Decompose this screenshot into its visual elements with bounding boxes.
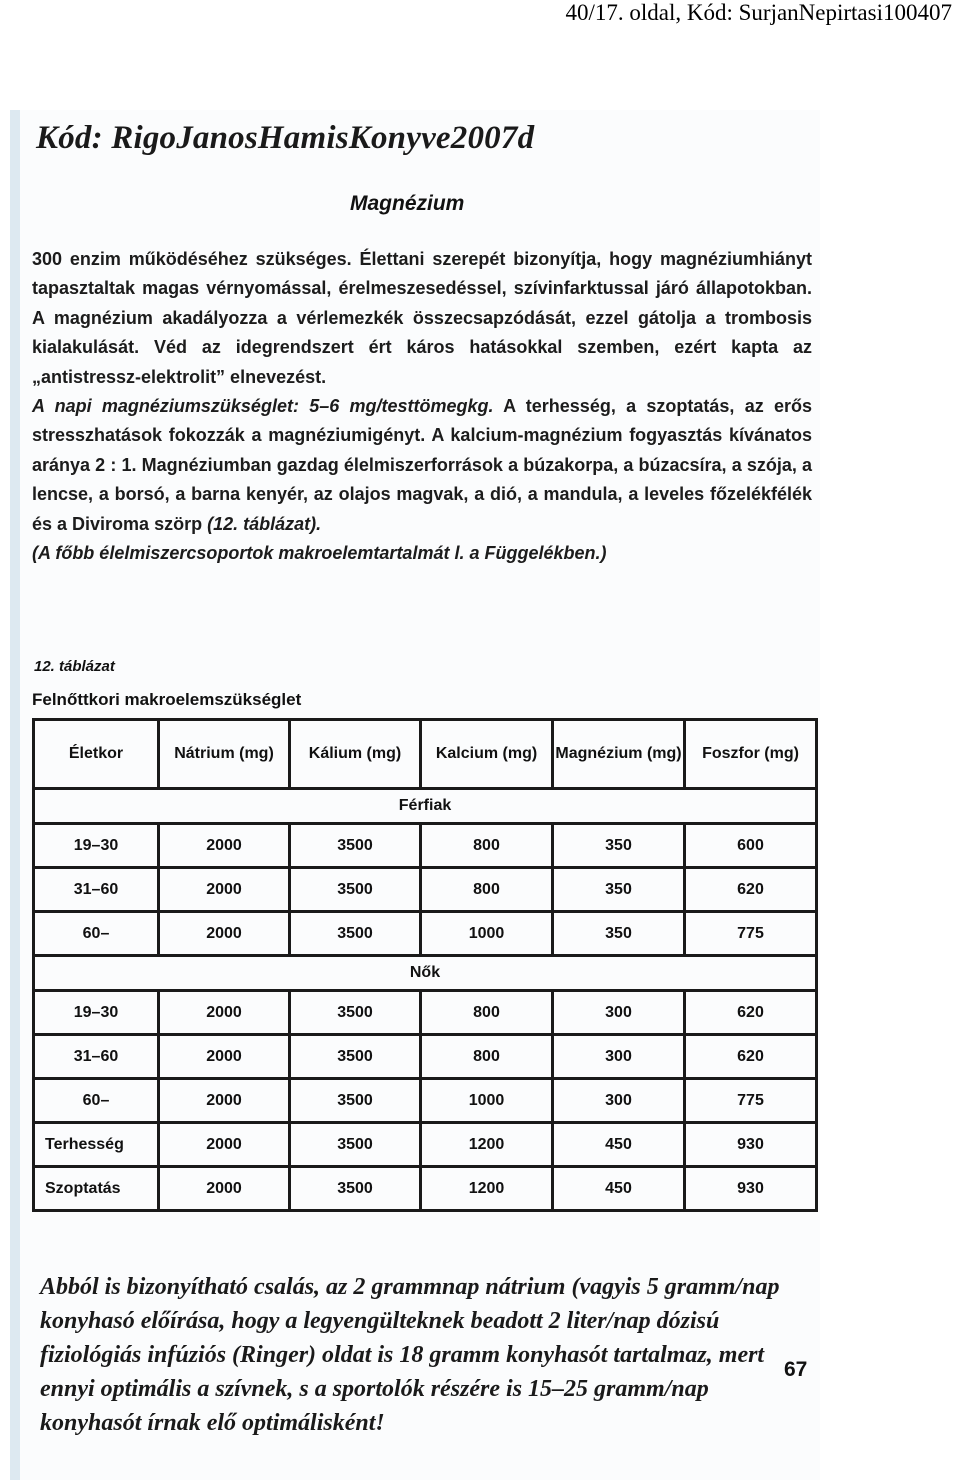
table-row <box>34 1079 817 1123</box>
code-line: Kód: RigoJanosHamisKonyve2007d <box>36 120 535 156</box>
table-row <box>34 824 817 868</box>
table-cell: 1200 <box>421 1123 553 1167</box>
table-cell: 2000 <box>159 824 290 868</box>
table-cell: 350 <box>553 824 685 868</box>
paragraph-3: (A főbb élelmiszercsoportok makroelemtartalmát l. a Függelékben.) <box>32 543 607 564</box>
table-row <box>34 1123 817 1167</box>
col-header: Foszfor (mg) <box>685 720 817 789</box>
table-cell: 350 <box>553 868 685 912</box>
body-text <box>32 245 812 568</box>
table-cell: 300 <box>553 1035 685 1079</box>
table-cell: 2000 <box>159 1167 290 1211</box>
table-row <box>34 1035 817 1079</box>
table-cell: 60– <box>34 1079 159 1123</box>
col-header: Magnézium (mg) <box>553 720 685 789</box>
table-cell: 800 <box>421 991 553 1035</box>
table-cell: 2000 <box>159 991 290 1035</box>
table-cell: 300 <box>553 991 685 1035</box>
scan-edge <box>10 110 20 1480</box>
group-row-men <box>34 789 817 824</box>
table-cell: Terhesség <box>34 1123 159 1167</box>
table-cell: 450 <box>553 1167 685 1211</box>
table-cell: 3500 <box>290 1035 421 1079</box>
table-cell: 3500 <box>290 824 421 868</box>
table-cell: 300 <box>553 1079 685 1123</box>
table-cell: 800 <box>421 824 553 868</box>
table-cell: 31–60 <box>34 1035 159 1079</box>
table-cell: 3500 <box>290 1079 421 1123</box>
table-cell: 775 <box>685 1079 817 1123</box>
table-cell: 930 <box>685 1123 817 1167</box>
table-row <box>34 1167 817 1211</box>
table-cell: 1000 <box>421 1079 553 1123</box>
table-cell: 620 <box>685 868 817 912</box>
table-reference: (12. táblázat). <box>207 513 322 534</box>
paragraph-2 <box>32 392 812 539</box>
table-cell: 3500 <box>290 1123 421 1167</box>
table-cell: 2000 <box>159 912 290 956</box>
page-number: 67 <box>784 1358 808 1381</box>
group-row-women <box>34 956 817 991</box>
table-cell: 3500 <box>290 1167 421 1211</box>
table-cell: 930 <box>685 1167 817 1211</box>
table-cell: 800 <box>421 868 553 912</box>
table-cell: 2000 <box>159 868 290 912</box>
table-cell: 2000 <box>159 1035 290 1079</box>
col-header: Kalcium (mg) <box>421 720 553 789</box>
paragraph-1: 300 enzim működéséhez szükséges. Élettani szerepét bizonyítja, hogy magnéziumhiányt tapasztaltak magas vérnyomással, érelmeszesedéssel, szívinfarktussal járó állapotokban. A magnézium akadályozza a vérlemezkék összecsapzódását, ezzel gátolja a trombosis kialakulását. Véd az idegrendszert ért káros hatásokkal szemben, ezért kapta az „antistressz-elektrolit” elnevezést. <box>32 249 812 387</box>
table-cell: 350 <box>553 912 685 956</box>
table-cell: 31–60 <box>34 868 159 912</box>
paragraph-2-rest: A terhesség, a szoptatás, az erős stresszhatások fokozzák a magnéziumigényt. A kalcium-magnézium fogyasztás kívánatos aránya 2 : 1. Magnéziumban gazdag élelmiszerforrások a búzakorpa, a búzacsíra, a szója, a lencse, a borsó, a barna kenyér, az olajos magvak, a dió, a mandula, a leveles főzelékfélék és a Diviroma szörp <box>32 396 813 534</box>
col-header: Nátrium (mg) <box>159 720 290 789</box>
table-row <box>34 912 817 956</box>
table-cell: 2000 <box>159 1123 290 1167</box>
page-header: 40/17. oldal, Kód: SurjanNepirtasi100407 <box>565 0 952 25</box>
daily-requirement: A napi magnéziumszükséglet: 5–6 mg/testtömegkg. <box>32 396 494 417</box>
group-label: Nők <box>34 956 817 991</box>
closing-text: Abból is bizonyítható csalás, az 2 grammnap nátrium (vagyis 5 gramm/nap konyhasó előírása, hogy a legyengülteknek beadott 2 liter/nap dózisú fiziológiás infúziós (Ringer) oldat is 18 gramm konyhasót tartalmaz, mert ennyi optimális a szívnek, s a sportolók részére is 15–25 gramm/nap konyhasót írnak elő optimálisként! <box>40 1274 780 1436</box>
scanned-page <box>10 110 820 1480</box>
table-cell: 19–30 <box>34 991 159 1035</box>
table-cell: 775 <box>685 912 817 956</box>
col-header: Életkor <box>34 720 159 789</box>
table-cell: 19–30 <box>34 824 159 868</box>
table-cell: 2000 <box>159 1079 290 1123</box>
table-cell: 800 <box>421 1035 553 1079</box>
table-cell: 1200 <box>421 1167 553 1211</box>
table-cell: 450 <box>553 1123 685 1167</box>
macroelement-table <box>32 718 818 1212</box>
table-cell: 60– <box>34 912 159 956</box>
table-title: Felnőttkori makroelemszükséglet <box>32 690 302 709</box>
table-cell: 620 <box>685 1035 817 1079</box>
table-cell: 600 <box>685 824 817 868</box>
col-header: Kálium (mg) <box>290 720 421 789</box>
group-label: Férfiak <box>34 789 817 824</box>
table-cell: 1000 <box>421 912 553 956</box>
table-cell: Szoptatás <box>34 1167 159 1211</box>
table-cell: 620 <box>685 991 817 1035</box>
table-row <box>34 868 817 912</box>
table-cell: 3500 <box>290 991 421 1035</box>
section-title: Magnézium <box>350 192 465 215</box>
table-header-row <box>34 720 817 789</box>
table-row <box>34 991 817 1035</box>
table-cell: 3500 <box>290 868 421 912</box>
table-caption: 12. táblázat <box>34 658 115 675</box>
table-cell: 3500 <box>290 912 421 956</box>
